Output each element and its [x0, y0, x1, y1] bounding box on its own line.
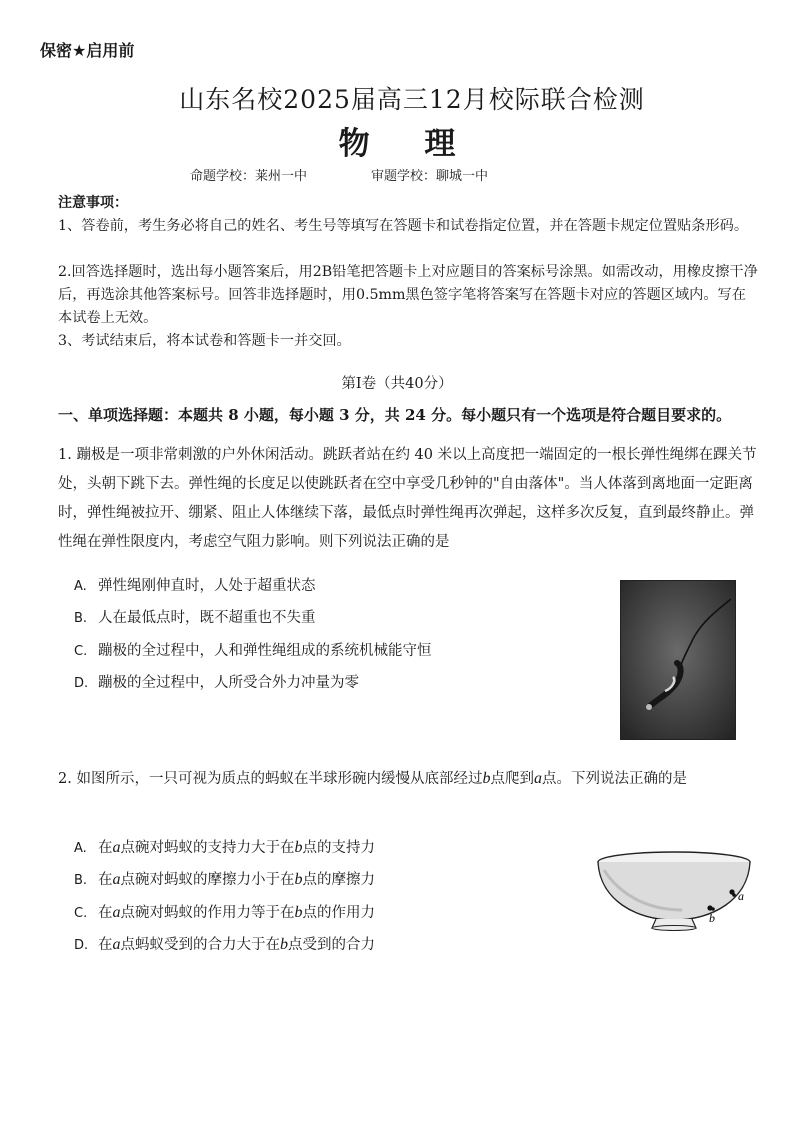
- q1-option-d: [74, 671, 359, 692]
- stem-part: 点。下列说法正确的是: [541, 771, 687, 787]
- q1-option-b: [74, 606, 316, 627]
- var: a: [112, 904, 121, 921]
- bungee-photo: [620, 580, 736, 740]
- option-text: 蹦极的全过程中，人所受合外力冲量为零: [98, 675, 359, 691]
- part-title: 一、单项选择题：本题共 8 小题，每小题 3 分，共 24 分。每小题只有一个选项是符合题目要求的。: [58, 406, 732, 424]
- confidential-label: 保密★启用前: [40, 41, 135, 60]
- question-2-stem: [58, 764, 758, 794]
- q2-option-a: [74, 836, 375, 857]
- var: b: [294, 904, 303, 921]
- option-label: D.: [74, 938, 89, 953]
- stem-part: 2. 如图所示，一只可视为质点的蚂蚁在半球形碗内缓慢从底部经过: [58, 771, 483, 787]
- stem-part: 点爬到: [490, 771, 534, 787]
- var: b: [294, 839, 303, 856]
- subject-title: 物 理: [338, 126, 478, 162]
- option-text: 点的摩擦力: [302, 872, 375, 888]
- exam-title: 山东名校2025届高三12月校际联合检测: [179, 85, 645, 114]
- note-item-3: 3、考试结束后，将本试卷和答题卡一并交回。: [58, 333, 351, 349]
- schools-line: [190, 165, 552, 184]
- note-item-1: 1、答卷前，考生务必将自己的姓名、考生号等填写在答题卡和试卷指定位置，并在答题卡规定位置贴条形码。: [58, 218, 749, 234]
- question-1-stem: 1. 蹦极是一项非常刺激的户外休闲活动。跳跃者站在约 40 米以上高度把一端固定的一根长弹性绳绑在踝关节处，头朝下跳下去。弹性绳的长度足以使跳跃者在空中享受几秒钟的"自由落体"。当人体落到离地面一定距离时，弹性绳被拉开、绷紧、阻止人体继续下落，最低点时弹性绳再次弹起，这样多次反复，直到最终静止。弹性绳在弹性限度内，考虑空气阻力影响。则下列说法正确的是: [58, 447, 757, 550]
- var: b: [280, 936, 288, 953]
- var: a: [112, 871, 121, 888]
- var: b: [294, 871, 303, 888]
- option-label: A.: [74, 841, 87, 856]
- option-text: 点的作用力: [302, 905, 375, 921]
- label-b: b: [709, 911, 715, 925]
- setter-school: 命题学校：莱州一中: [190, 169, 308, 184]
- option-text: 点碗对蚂蚁的摩擦力小于在: [120, 872, 295, 888]
- reviewer-school: 审题学校：聊城一中: [371, 169, 489, 184]
- option-text: 蹦极的全过程中，人和弹性绳组成的系统机械能守恒: [98, 643, 432, 659]
- option-text: 在: [98, 840, 113, 856]
- option-label: C.: [74, 644, 88, 659]
- option-text: 人在最低点时，既不超重也不失重: [98, 610, 316, 626]
- option-text: 点碗对蚂蚁的作用力等于在: [120, 905, 295, 921]
- option-text: 在: [98, 905, 113, 921]
- q2-option-d: [74, 933, 375, 954]
- point-b: b: [482, 770, 491, 787]
- point-a: a: [533, 770, 542, 787]
- section-title: 第Ⅰ卷（共40分）: [341, 376, 453, 392]
- option-label: C.: [74, 906, 88, 921]
- notes-title: 注意事项：: [58, 195, 128, 211]
- option-text: 在: [98, 937, 113, 953]
- note-item-2: 2.回答选择题时，选出每小题答案后，用2B铅笔把答题卡上对应题目的答案标号涂黑。如需改动，用橡皮擦干净后，再选涂其他答案标号。回答非选择题时，用0.5mm黑色签字笔将答案写在答题卡对应的答题区域内。写在本试卷上无效。: [58, 264, 758, 326]
- option-text: 在: [98, 872, 113, 888]
- option-text: 点碗对蚂蚁的支持力大于在: [120, 840, 295, 856]
- option-label: B.: [74, 611, 88, 626]
- option-label: D.: [74, 676, 89, 691]
- option-text: 点的支持力: [302, 840, 375, 856]
- option-text: 弹性绳刚伸直时，人处于超重状态: [98, 578, 316, 594]
- option-text: 点受到的合力: [288, 937, 375, 953]
- option-label: B.: [74, 873, 88, 888]
- q1-option-a: [74, 574, 316, 595]
- option-text: 点蚂蚁受到的合力大于在: [120, 937, 280, 953]
- option-label: A.: [74, 579, 87, 594]
- bowl-figure: [592, 840, 760, 940]
- var: a: [112, 839, 121, 856]
- q2-option-c: [74, 901, 375, 922]
- label-a: a: [738, 889, 744, 903]
- q1-option-c: [74, 639, 432, 660]
- q2-option-b: [74, 868, 375, 889]
- var: a: [112, 936, 121, 953]
